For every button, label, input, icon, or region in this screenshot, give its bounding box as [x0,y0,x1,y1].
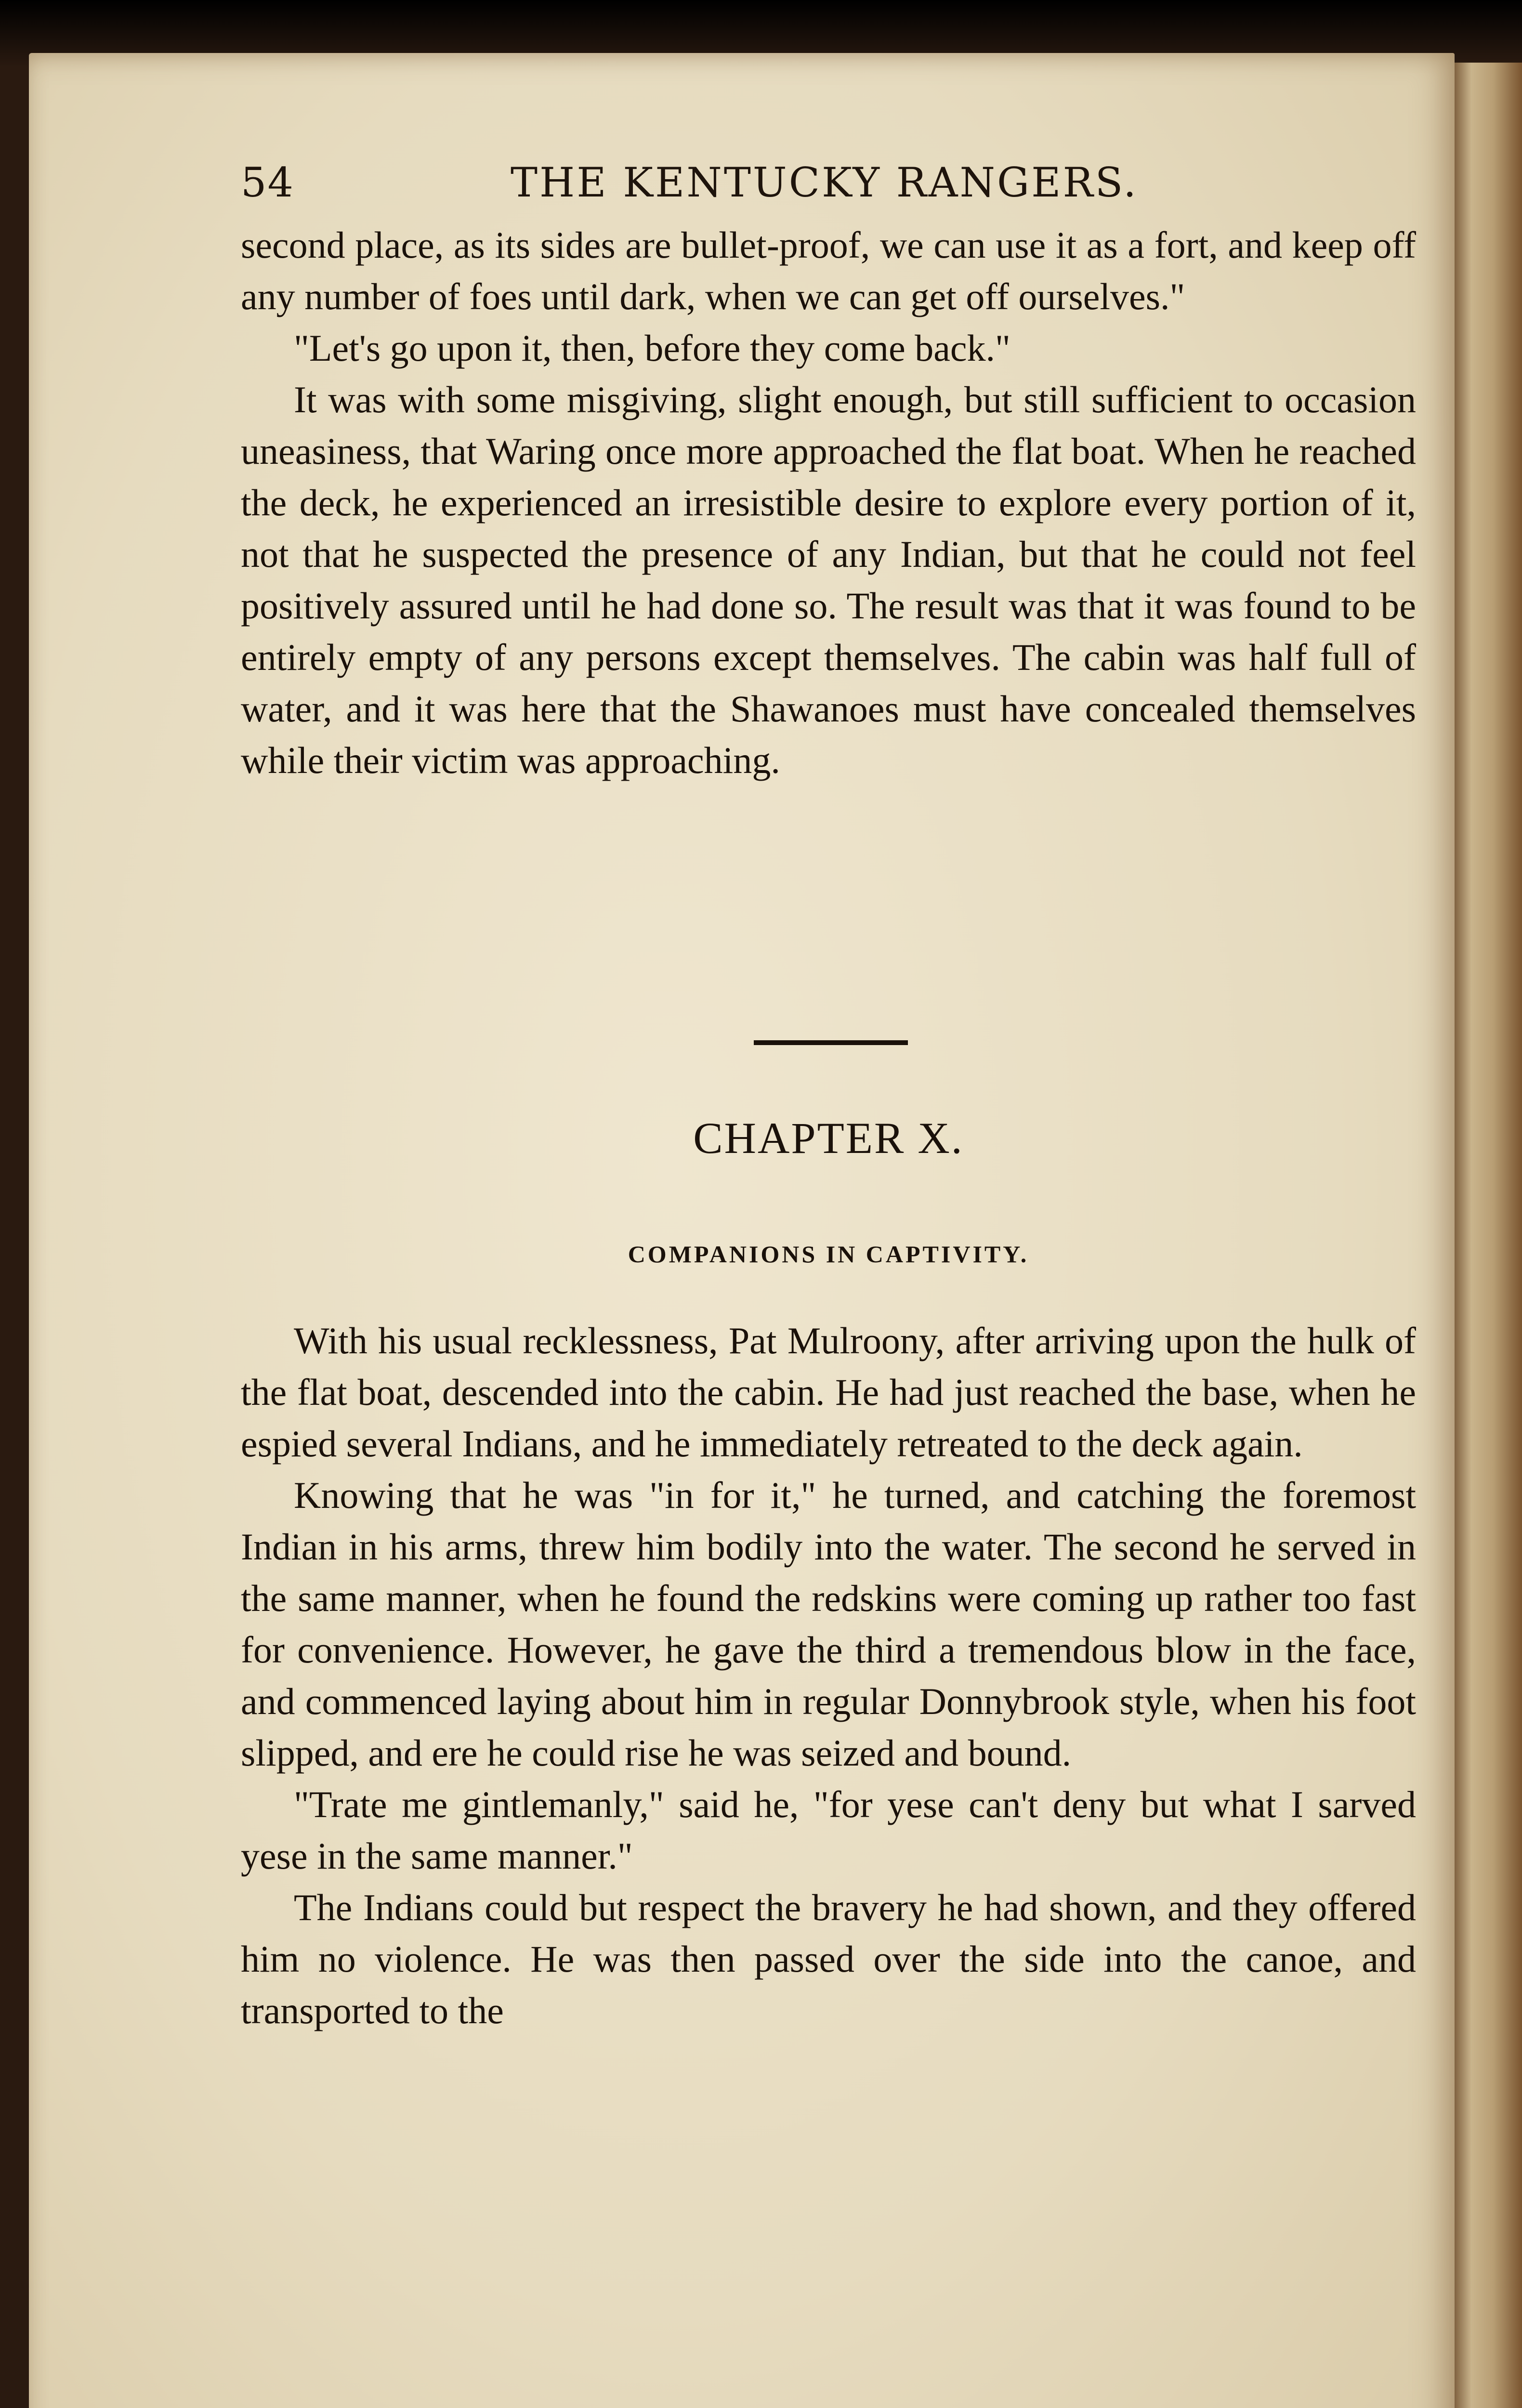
paragraph: It was with some misgiving, slight enough, but still sufficient to occasion uneasiness, that Waring once more approached the flat boat. When he reached the deck, he experienced an irresistible desire to explore every portion of it, not that he suspected the presence of any Indian, but that he could not feel positively assured until he had done so. The result was that it was found to be entirely empty of any persons except themselves. The cabin was half full of water, and it was here that the Shawanoes must have concealed themselves while their victim was approaching. [241,379,1416,781]
paragraph: With his usual recklessness, Pat Mulroony, after arriving upon the hulk of the flat boat, descended into the cabin. He had just reached the base, when he espied several Indians, and he immediately retreated to the deck again. [241,1320,1416,1465]
text-block-chapter [241,1315,1416,2036]
text-block-top [241,219,1416,786]
chapter-heading: CHAPTER X. [693,1113,964,1163]
paragraph: "Trate me gintlemanly," said he, "for yese can't deny but what I sarved yese in the same manner." [241,1783,1416,1877]
paragraph: Knowing that he was "in for it," he turned, and catching the foremost Indian in his arms, threw him bodily into the water. The second he served in the same manner, when he found the redskins were coming up rather too fast for convenience. However, he gave the third a tremendous blow in the face, and commenced laying about him in regular Donnybrook style, when his foot slipped, and ere he could rise he was seized and bound. [241,1474,1416,1774]
running-head [241,159,1421,212]
chapter-subtitle: COMPANIONS IN CAPTIVITY. [628,1241,1029,1268]
paragraph: The Indians could but respect the bravery he had shown, and they offered him no violence. He was then passed over the side into the canoe, and transported to the [241,1886,1416,2031]
page-number: 54 [241,159,294,206]
page-edge [1450,63,1522,2408]
book-title: THE KENTUCKY RANGERS. [511,159,1138,206]
section-divider [754,1040,908,1045]
paragraph: second place, as its sides are bullet-proof, we can use it as a fort, and keep off any number of foes until dark, when we can get off ourselves." [241,224,1416,317]
paragraph: "Let's go upon it, then, before they come back." [294,327,1010,369]
